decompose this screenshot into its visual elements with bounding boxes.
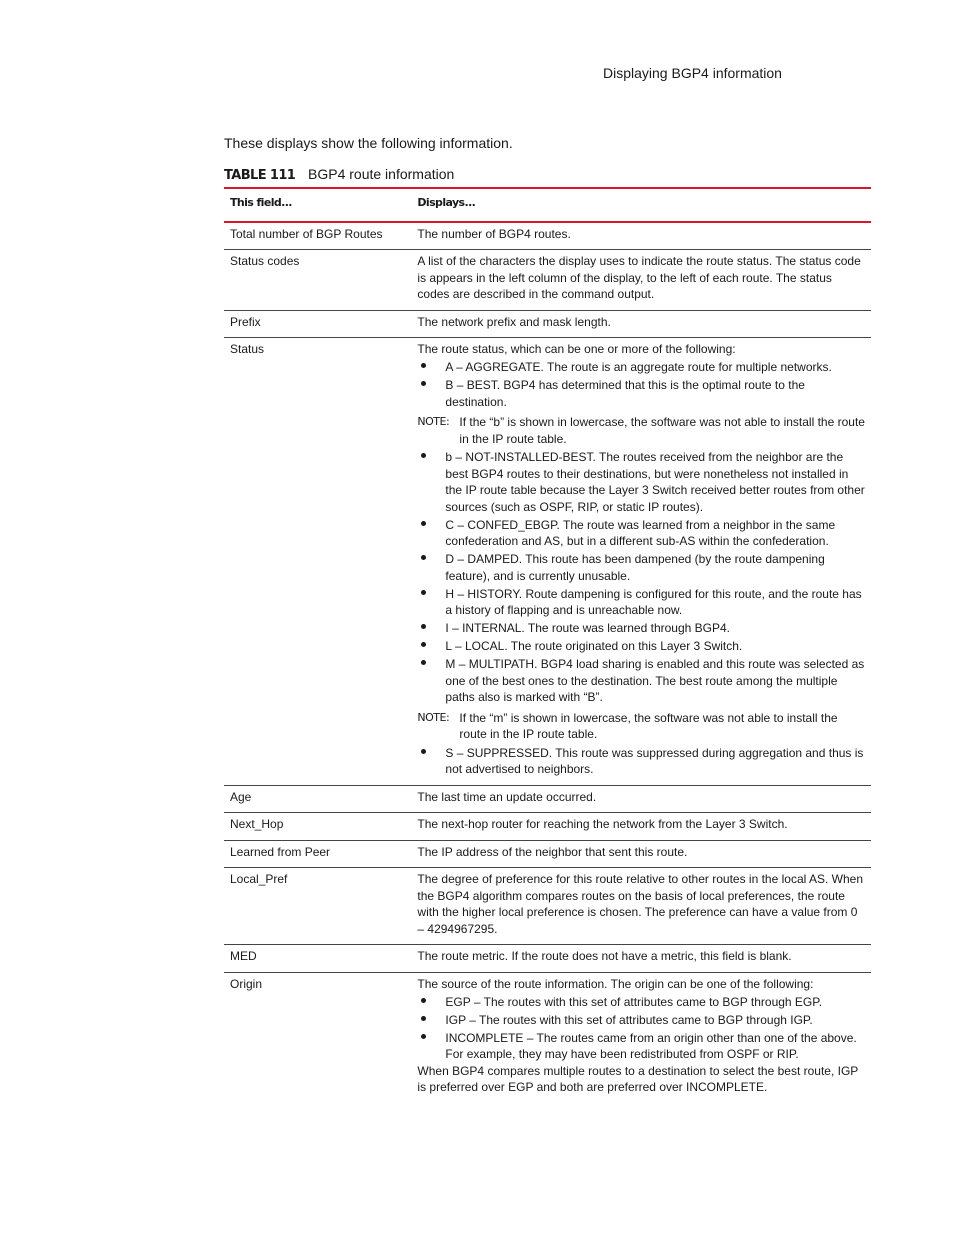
column-header-displays: Displays...: [411, 188, 871, 222]
note-text: If the “b” is shown in lowercase, the software was not able to install the route in the IP route table.: [459, 415, 865, 446]
description-cell: The degree of preference for this route relative to other routes in the local AS. When the BGP4 algorithm compares routes on the basis of local preferences, the route with the higher local preference is chosen. The preference can have a value from 0 – 4294967295.: [411, 868, 871, 945]
origin-after: When BGP4 compares multiple routes to a destination to select the best route, IGP is preferred over EGP and both are preferred over INCOMPLETE.: [417, 1063, 859, 1094]
table-row: [224, 338, 871, 786]
list-item: IGP – The routes with this set of attributes came to BGP through IGP.: [417, 1012, 865, 1029]
table-row: [224, 785, 871, 813]
note-label: NOTE:: [417, 415, 450, 428]
list-item: INCOMPLETE – The routes came from an origin other than one of the above. For example, they may have been redistributed from OSPF or RIP.: [417, 1030, 865, 1063]
description-cell: The network prefix and mask length.: [411, 310, 871, 338]
table-title: BGP4 route information: [308, 166, 455, 182]
list-item: b – NOT-INSTALLED-BEST. The routes received from the neighbor are the best BGP4 routes to their destinations, but were nonetheless not installed in the IP route table because the Layer 3 Switch received better routes from other sources (such as OSPF, RIP, or static IP routes).: [417, 449, 865, 515]
intro-text: These displays show the following information.: [224, 135, 513, 151]
field-cell: Next_Hop: [224, 813, 411, 841]
description-cell: The IP address of the neighbor that sent this route.: [411, 840, 871, 868]
table-header-row: [224, 188, 871, 222]
table-number: TABLE 111: [224, 168, 296, 183]
list-item: M – MULTIPATH. BGP4 load sharing is enabled and this route was selected as one of the best ones to the destination. The best route among the multiple paths also is marked with “B”.: [417, 656, 865, 706]
status-list-a: [417, 359, 865, 410]
running-header: Displaying BGP4 information: [603, 65, 782, 81]
table-row: [224, 250, 871, 311]
origin-list: [417, 994, 865, 1063]
table-row: [224, 945, 871, 973]
status-list-b: [417, 449, 865, 706]
table-row: [224, 868, 871, 945]
note-text: If the “m” is shown in lowercase, the software was not able to install the route in the IP route table.: [459, 710, 838, 741]
description-cell: A list of the characters the display uses to indicate the route status. The status code is appears in the left column of the display, to the left of each route. The status codes are described in the command output.: [411, 250, 871, 311]
table-row: [224, 310, 871, 338]
table-row: [224, 972, 871, 1103]
table-row: [224, 813, 871, 841]
note-label: NOTE:: [417, 710, 450, 724]
field-cell: Status codes: [224, 250, 411, 311]
description-cell: [411, 338, 871, 786]
list-item: D – DAMPED. This route has been dampened (by the route dampening feature), and is currently unusable.: [417, 551, 865, 584]
field-cell: Status: [224, 338, 411, 786]
list-item: S – SUPPRESSED. This route was suppressed during aggregation and thus is not advertised to neighbors.: [417, 745, 865, 778]
field-cell: Learned from Peer: [224, 840, 411, 868]
origin-intro: The source of the route information. The origin can be one of the following:: [417, 976, 814, 991]
field-cell: MED: [224, 945, 411, 973]
field-cell: Total number of BGP Routes: [224, 222, 411, 250]
list-item: EGP – The routes with this set of attributes came to BGP through EGP.: [417, 994, 865, 1011]
table-row: [224, 222, 871, 250]
field-cell: Origin: [230, 976, 263, 991]
note-block: [417, 414, 865, 447]
status-intro: The route status, which can be one or more of the following:: [417, 342, 736, 356]
field-cell: Local_Pref: [224, 868, 411, 945]
field-cell: Prefix: [224, 310, 411, 338]
list-item: I – INTERNAL. The route was learned through BGP4.: [417, 620, 865, 637]
description-cell: The route metric. If the route does not have a metric, this field is blank.: [411, 945, 871, 973]
description-cell: The number of BGP4 routes.: [411, 222, 871, 250]
description-cell: The next-hop router for reaching the network from the Layer 3 Switch.: [411, 813, 871, 841]
column-header-field: This field...: [224, 188, 411, 222]
note-block: [417, 710, 865, 743]
table-caption: [224, 165, 454, 185]
list-item: H – HISTORY. Route dampening is configured for this route, and the route has a history of flapping and is unreachable now.: [417, 586, 865, 619]
bgp4-route-info-table: [224, 187, 871, 1103]
table-row: [224, 840, 871, 868]
list-item: A – AGGREGATE. The route is an aggregate route for multiple networks.: [417, 359, 865, 376]
list-item: L – LOCAL. The route originated on this Layer 3 Switch.: [417, 638, 865, 655]
list-item: B – BEST. BGP4 has determined that this is the optimal route to the destination.: [417, 377, 865, 410]
description-cell: [411, 972, 871, 1103]
status-list-c: [417, 745, 865, 778]
field-cell: Age: [224, 785, 411, 813]
description-cell: The last time an update occurred.: [411, 785, 871, 813]
list-item: C – CONFED_EBGP. The route was learned from a neighbor in the same confederation and AS, but in a different sub-AS within the confederation.: [417, 517, 865, 550]
